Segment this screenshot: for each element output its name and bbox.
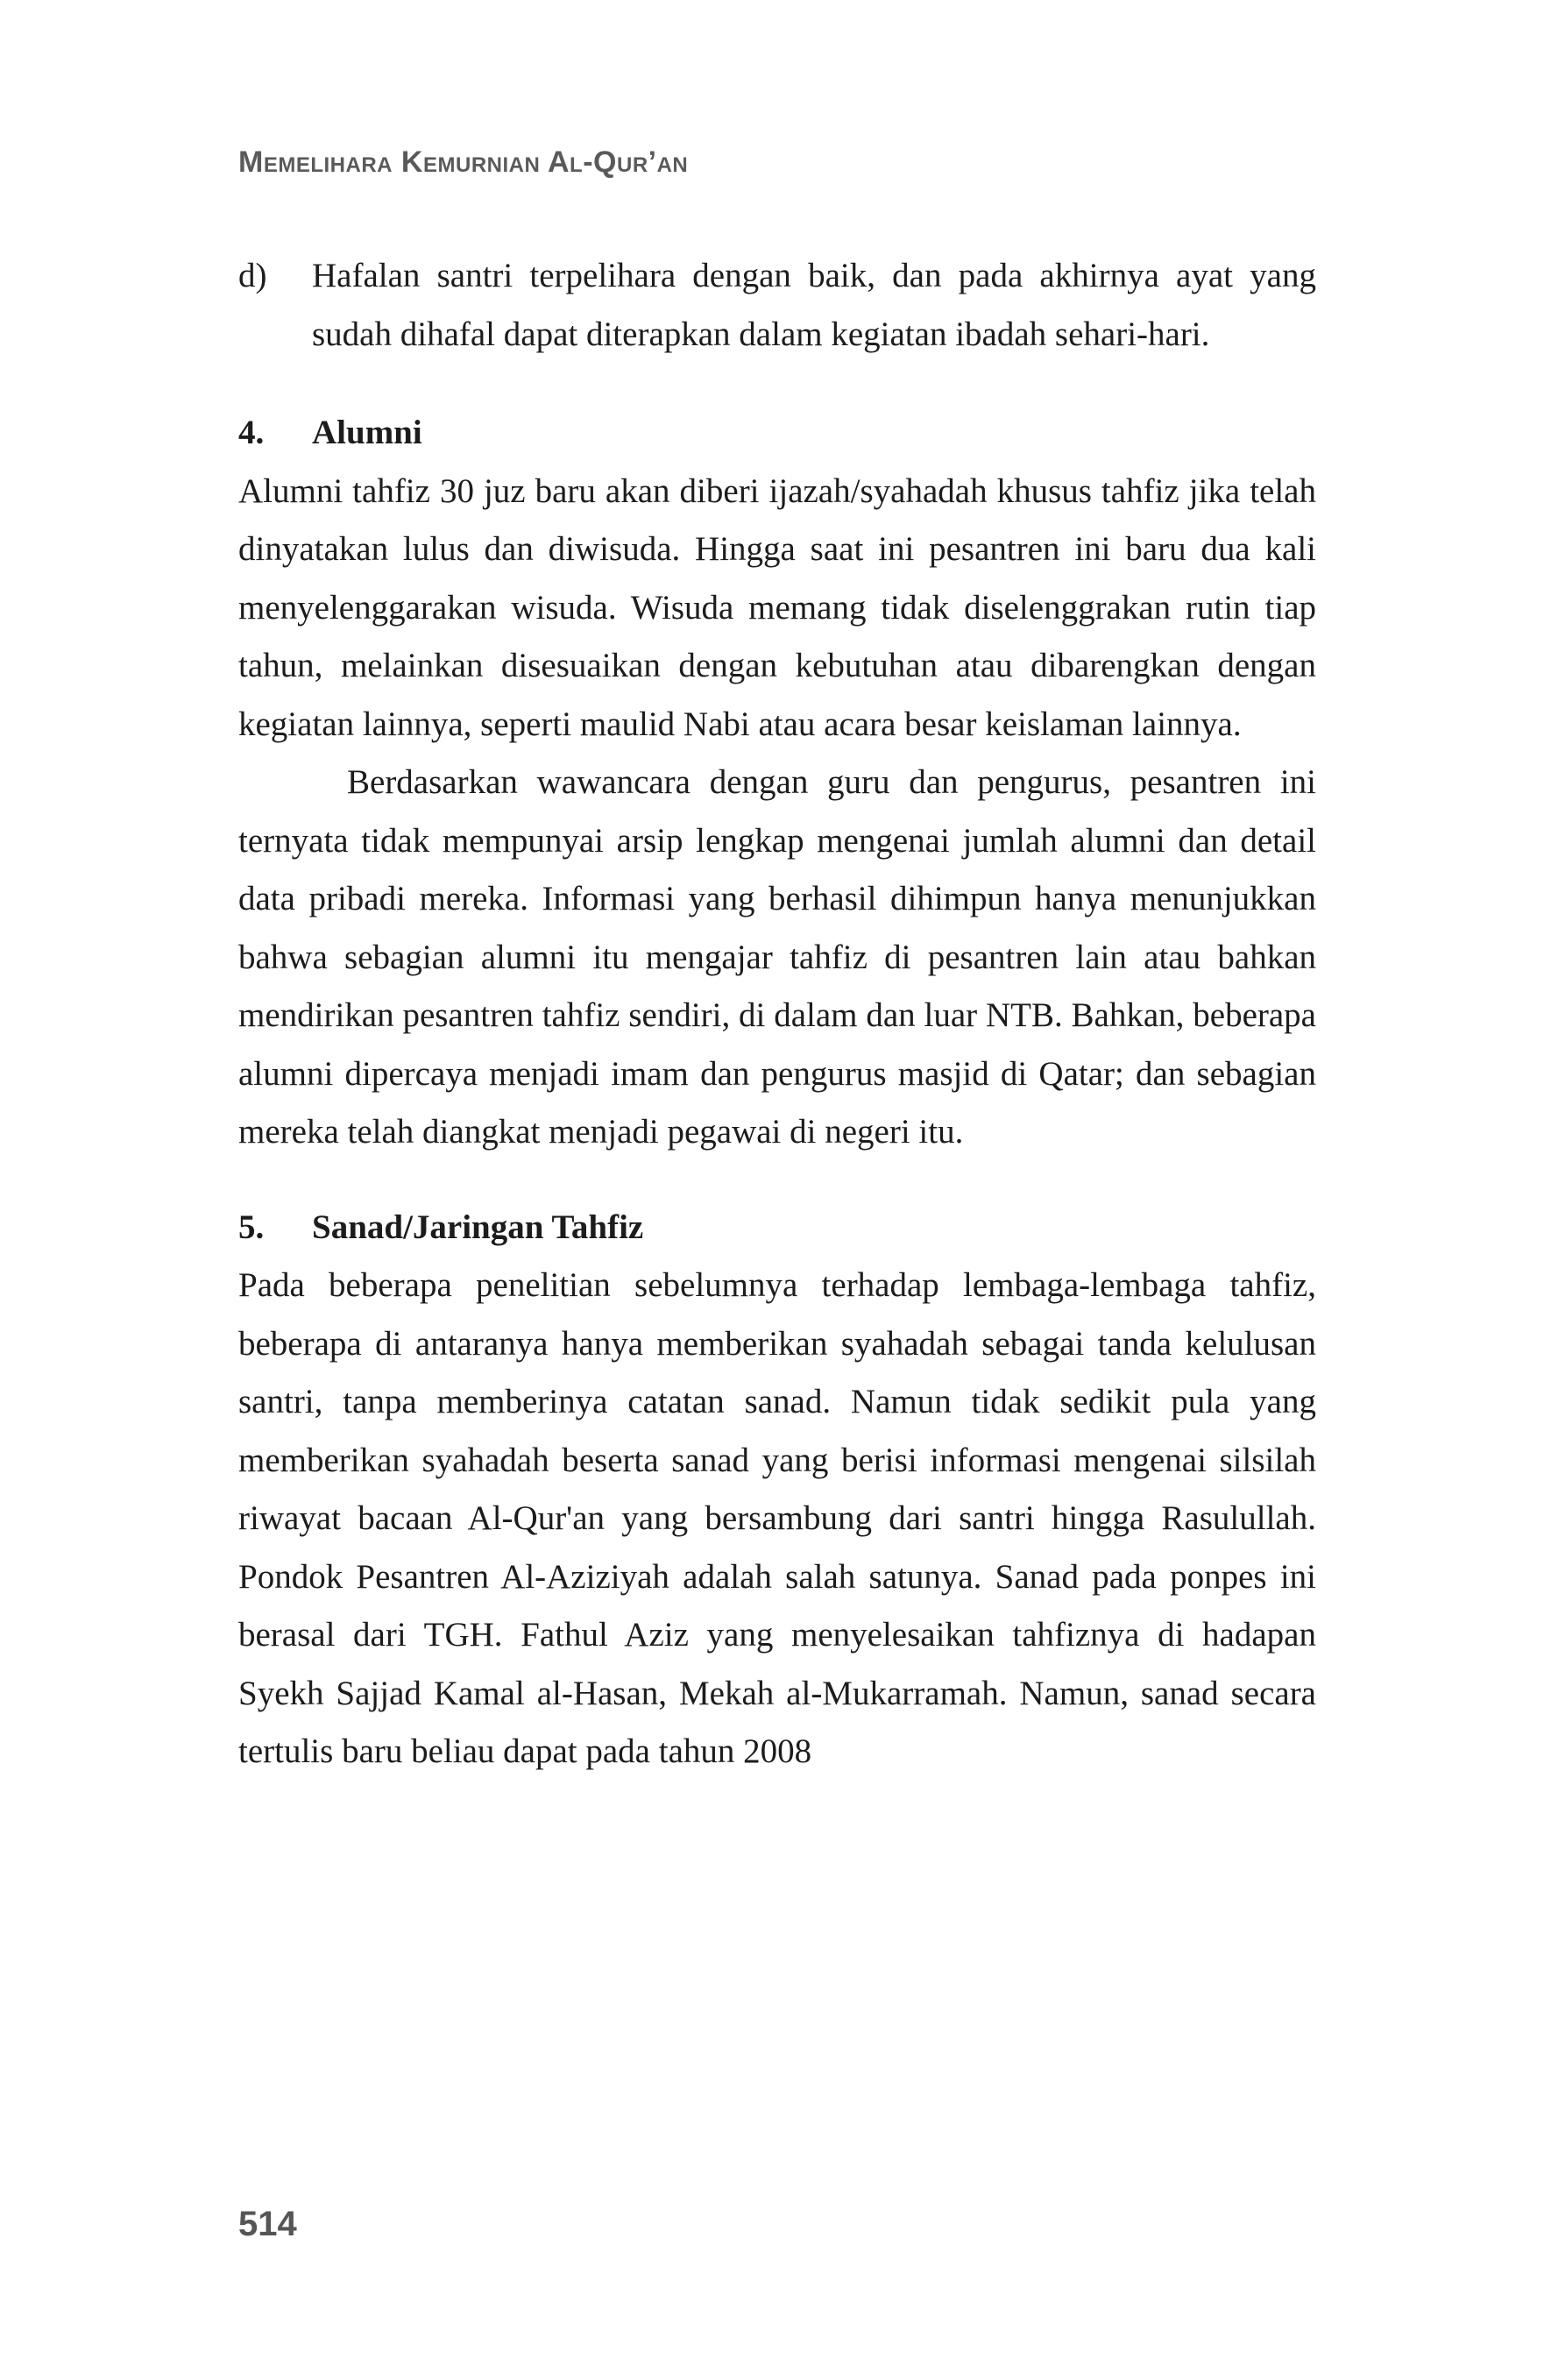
list-marker: d)	[238, 257, 267, 294]
running-head: Memelihara Kemurnian Al-Qur’an	[238, 145, 689, 179]
section-number: 5.	[238, 1208, 265, 1246]
list-item-d	[238, 247, 1316, 364]
section-heading-sanad	[238, 1199, 1316, 1257]
section-heading-alumni	[238, 404, 1316, 463]
page-number: 514	[238, 2205, 297, 2243]
paragraph: Alumni tahfiz 30 juz baru akan diberi ijazah/syahadah khusus tahfiz jika telah dinyatakan lulus dan diwisuda. Hingga saat ini pesantren ini baru dua kali menyelenggarakan wisuda. Wisuda memang tidak diselenggrakan rutin tiap tahun, melainkan disesuaikan dengan kebutuhan atau dibarengkan dengan kegiatan lainnya, seperti maulid Nabi atau acara besar keislaman lainnya.	[238, 471, 1316, 743]
section-title: Sanad/Jaringan Tahfiz	[312, 1208, 644, 1246]
page-body	[238, 247, 1316, 1781]
section-title: Alumni	[312, 414, 422, 451]
paragraph: Berdasarkan wawancara dengan guru dan pengurus, pesantren ini ternyata tidak mempunyai arsip lengkap mengenai jumlah alumni dan detail data pribadi mereka. Informasi yang berhasil dihimpun hanya menunjukkan bahwa sebagian alumni itu mengajar tahfiz di pesantren lain atau bahkan mendirikan pesantren tahfiz sendiri, di dalam dan luar NTB. Bahkan, beberapa alumni dipercaya menjadi imam dan pengurus masjid di Qatar; dan sebagian mereka telah diangkat menjadi pegawai di negeri itu.	[238, 763, 1316, 1151]
paragraph: Pada beberapa penelitian sebelumnya terhadap lembaga-lembaga tahfiz, beberapa di antaranya hanya memberikan syahadah sebagai tanda kelulusan santri, tanpa memberinya catatan sanad. Namun tidak sedikit pula yang memberikan syahadah beserta sanad yang berisi informasi mengenai silsilah riwayat bacaan Al-Qur'an yang bersambung dari santri hingga Rasulullah. Pondok Pesantren Al-Aziziyah adalah salah satunya. Sanad pada ponpes ini berasal dari TGH. Fathul Aziz yang menyelesaikan tahfiznya di hadapan Syekh Sajjad Kamal al-Hasan, Mekah al-Mukarramah. Namun, sanad secara tertulis baru beliau dapat pada tahun 2008	[238, 1266, 1316, 1770]
list-item-text: Hafalan santri terpelihara dengan baik, dan pada akhirnya ayat yang sudah dihafal dapat diterapkan dalam kegiatan ibadah sehari-hari.	[312, 257, 1316, 353]
section-number: 4.	[238, 414, 265, 451]
